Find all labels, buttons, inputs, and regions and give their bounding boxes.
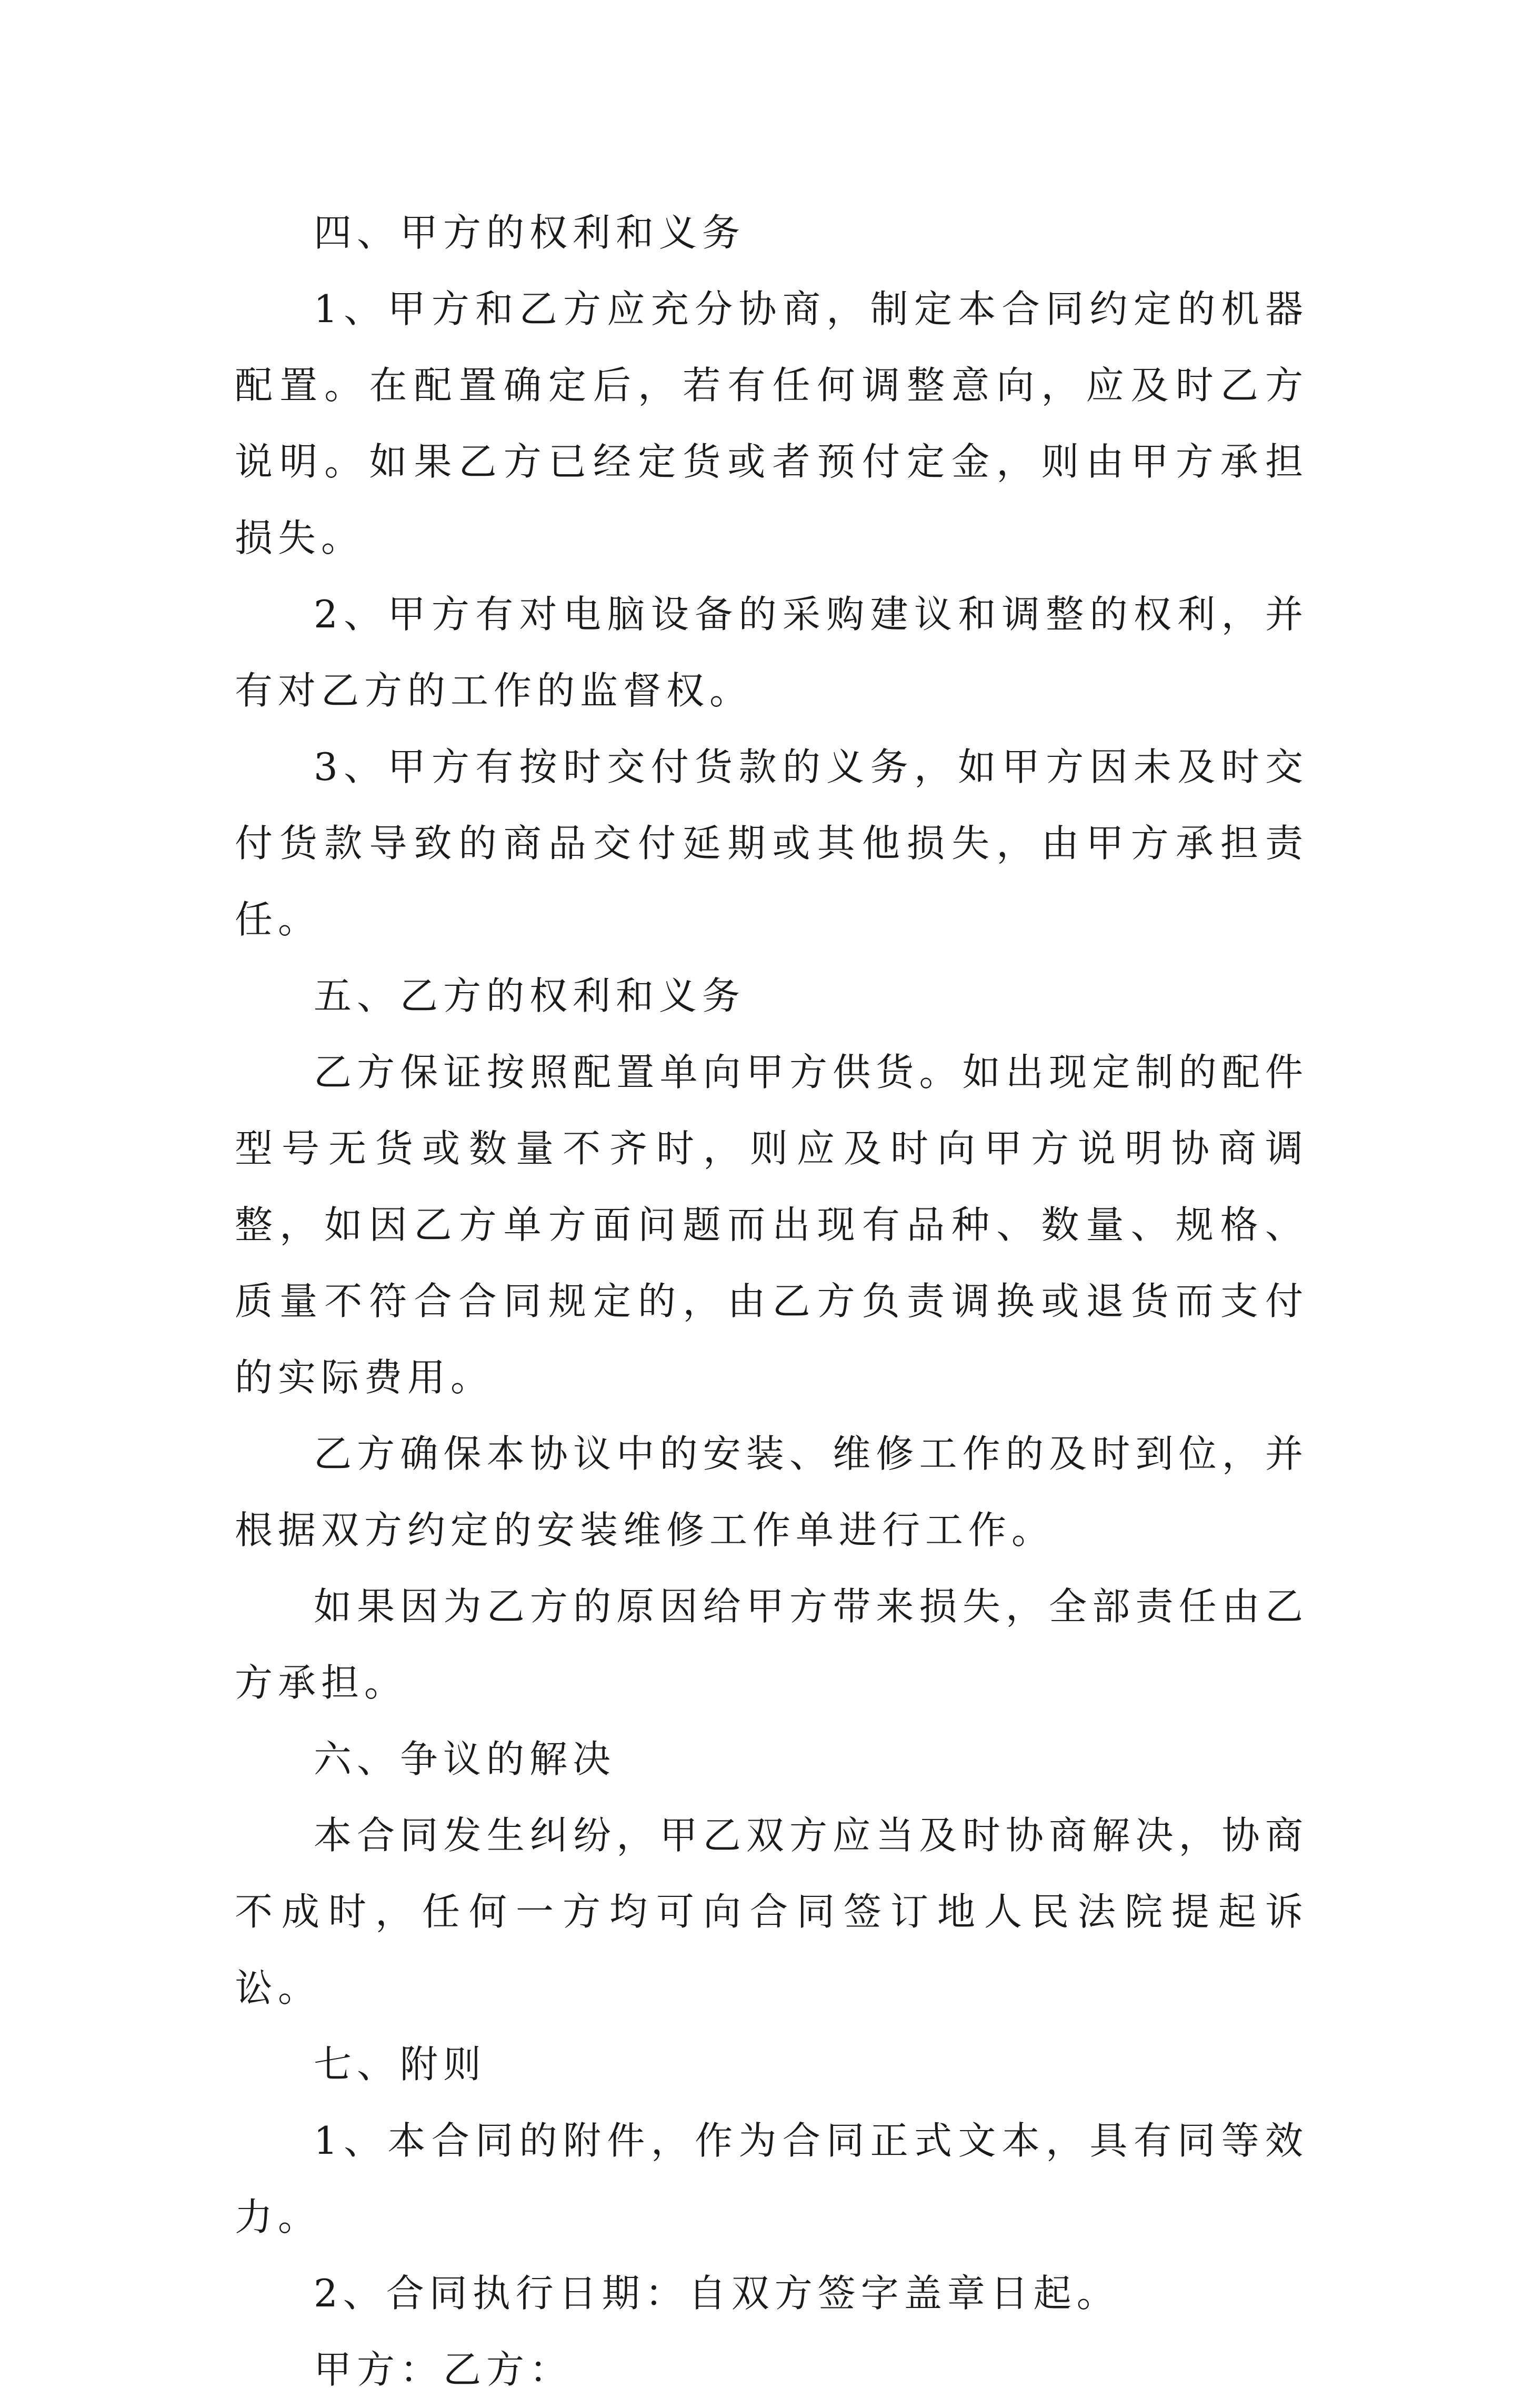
- clause-paragraph: 1、甲方和乙方应充分协商，制定本合同约定的机器配置。在配置确定后，若有任何调整意向，应及时乙方说明。如果乙方已经定货或者预付定金，则由甲方承担损失。: [235, 287, 1308, 560]
- clause-paragraph: 3、甲方有按时交付货款的义务，如甲方因未及时交付货款导致的商品交付延期或其他损失，由甲方承担责任。: [235, 745, 1308, 942]
- clause-paragraph: 本合同发生纠纷，甲乙双方应当及时协商解决，协商不成时，任何一方均可向合同签订地人民法院提起诉讼。: [235, 1813, 1308, 2010]
- section-heading-rights-party-a: 四、甲方的权利和义务: [314, 211, 746, 255]
- clause-paragraph: 1、本合同的附件，作为合同正式文本，具有同等效力。: [235, 2119, 1308, 2239]
- section-heading-dispute-resolution: 六、争议的解决: [314, 1737, 616, 1781]
- section-heading-rights-party-b: 五、乙方的权利和义务: [314, 974, 746, 1018]
- party-b-label: 乙方：: [443, 2347, 573, 2392]
- clause-paragraph: 如果因为乙方的原因给甲方带来损失，全部责任由乙方承担。: [235, 1584, 1308, 1705]
- clause-paragraph: 2、合同执行日期：自双方签字盖章日起。: [314, 2271, 1120, 2315]
- section-heading-supplementary: 七、附则: [314, 2042, 487, 2086]
- party-a-label: 甲方：: [314, 2347, 444, 2392]
- clause-paragraph: 乙方保证按照配置单向甲方供货。如出现定制的配件型号无货或数量不齐时，则应及时向甲方说明协商调整，如因乙方单方面问题而出现有品种、数量、规格、质量不符合合同规定的，由乙方负责调换或退货而支付的实际费用。: [235, 1050, 1308, 1400]
- contract-body: [235, 195, 1308, 2408]
- signature-line: [235, 2332, 1308, 2408]
- clause-paragraph: 2、甲方有对电脑设备的采购建议和调整的权利，并有对乙方的工作的监督权。: [235, 592, 1308, 713]
- clause-paragraph: 乙方确保本协议中的安装、维修工作的及时到位，并根据双方约定的安装维修工作单进行工作。: [235, 1432, 1308, 1552]
